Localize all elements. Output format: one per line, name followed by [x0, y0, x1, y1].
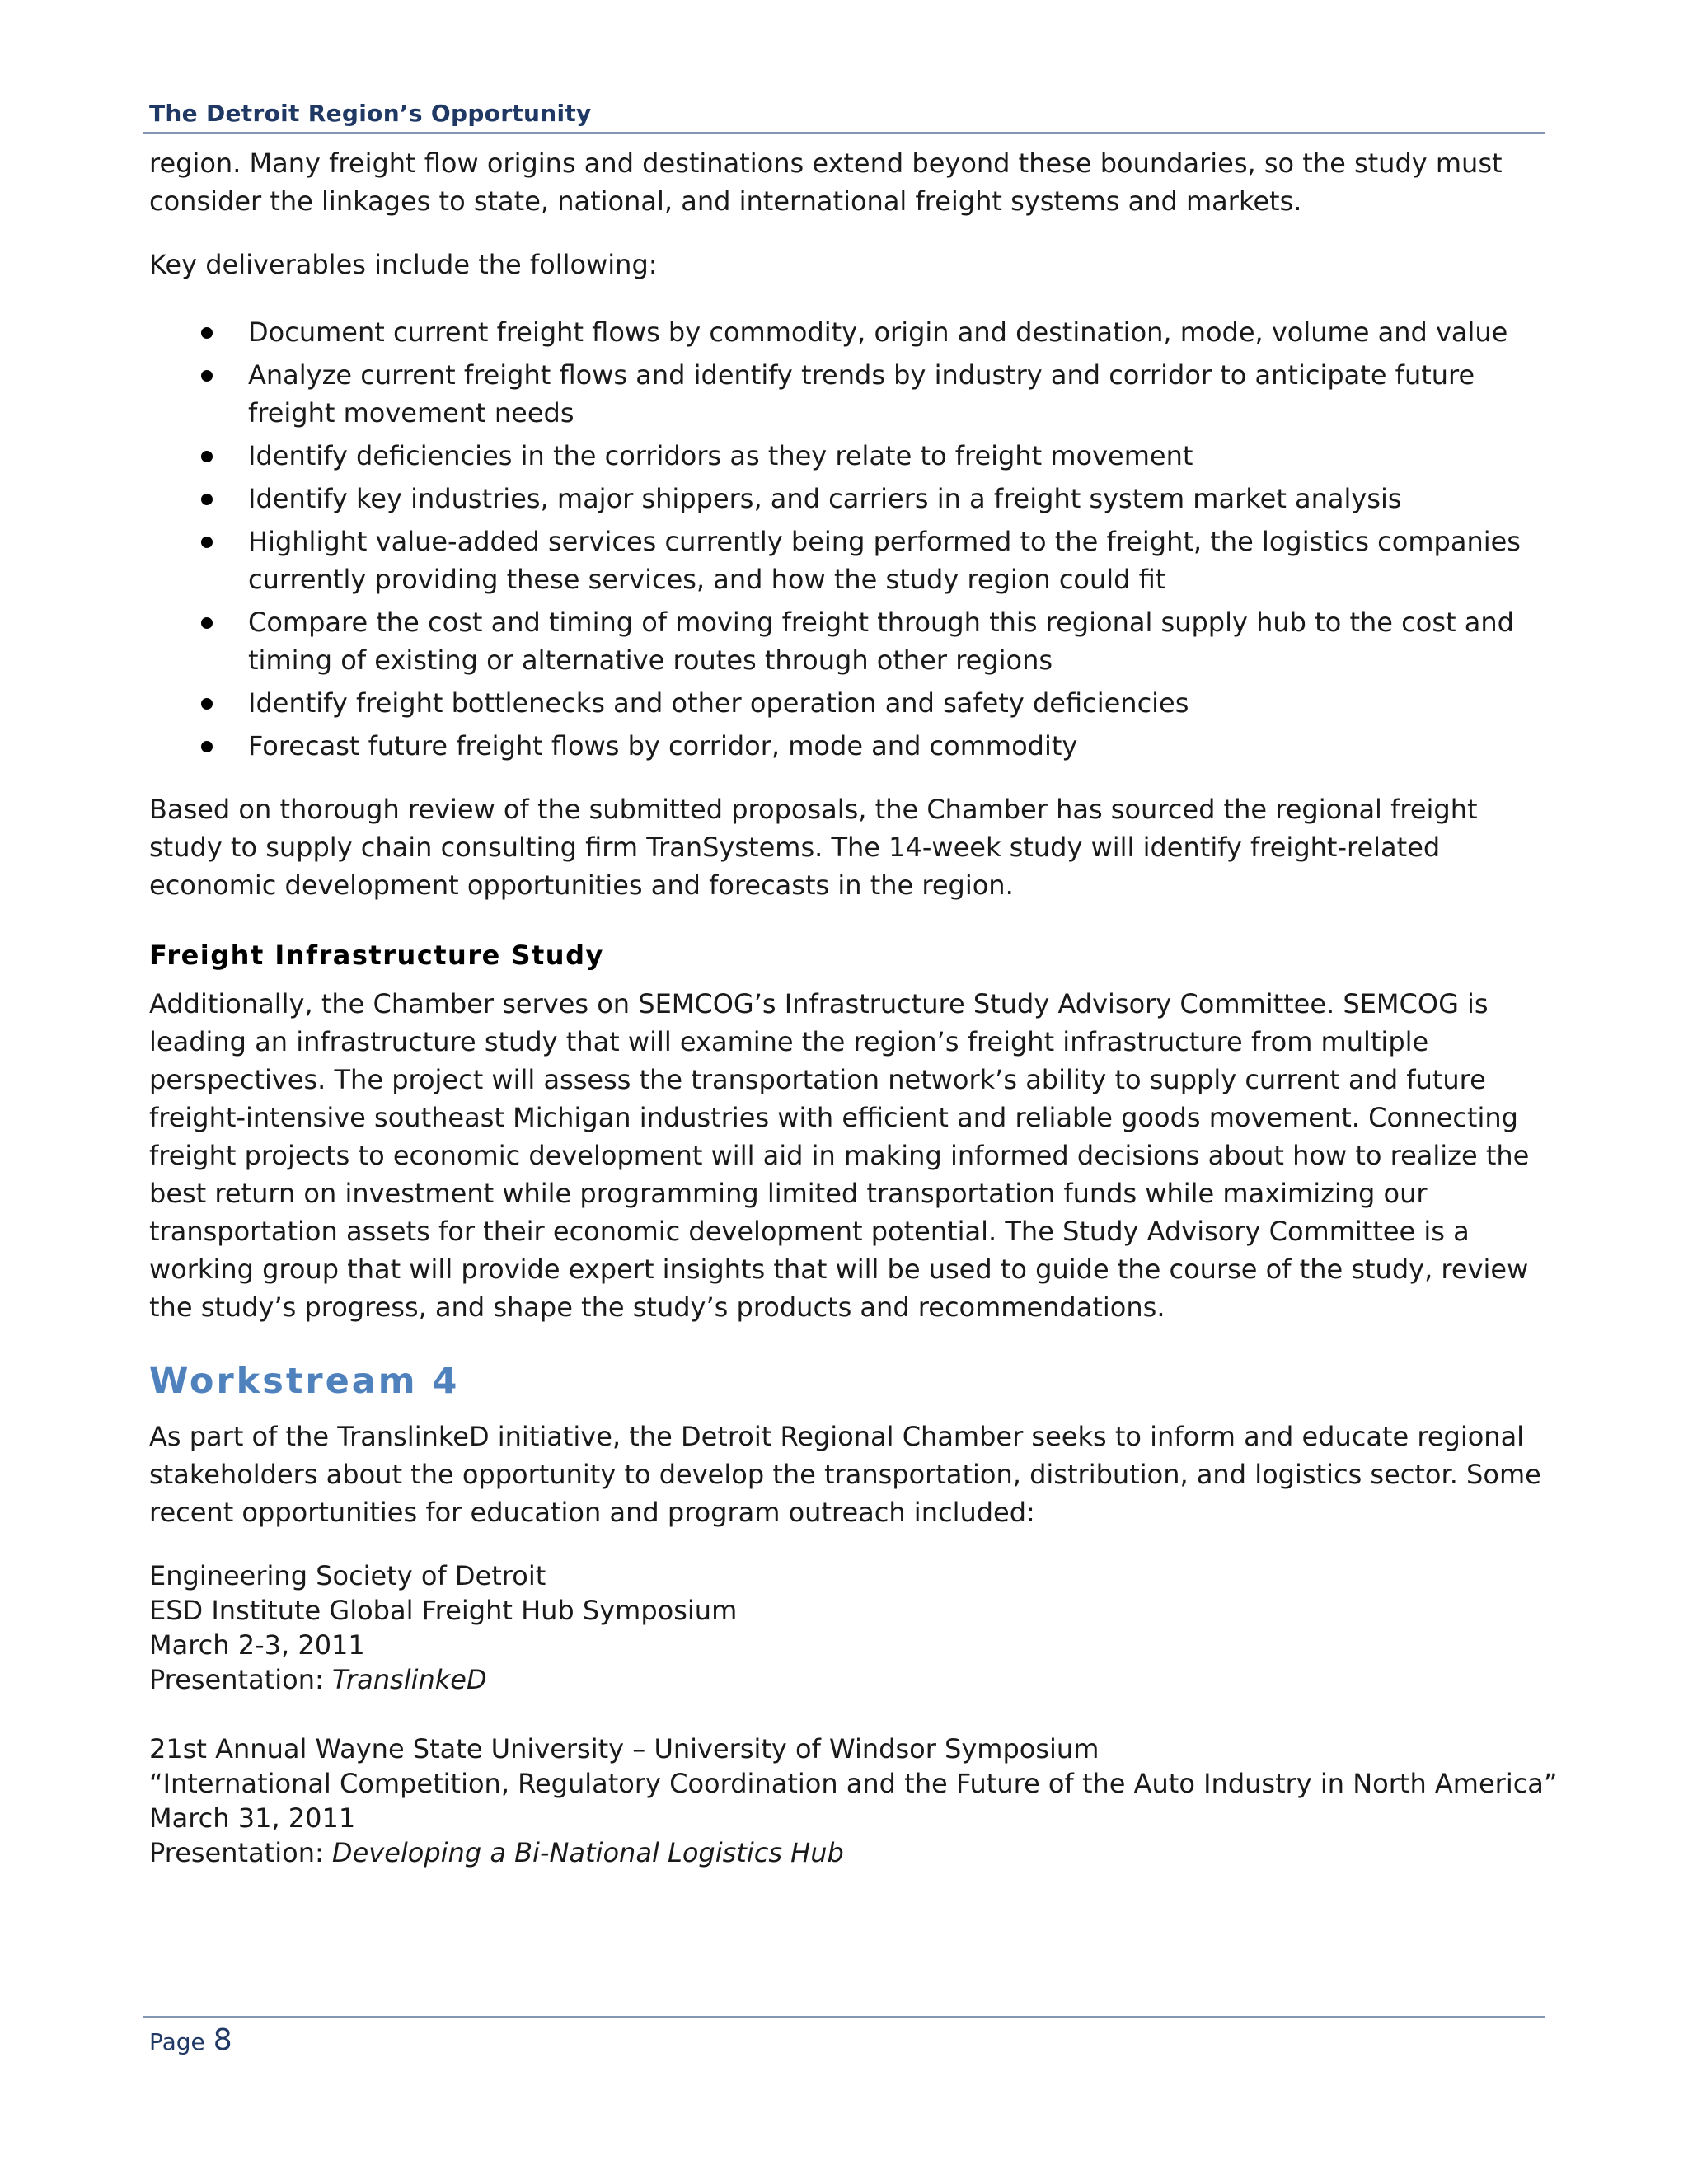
event-presentation: [149, 1835, 1550, 1870]
event-entry: [149, 1558, 1550, 1697]
page-label: Page: [149, 2028, 205, 2055]
list-item: Identify freight bottlenecks and other operation and safety deficiencies: [149, 684, 1542, 722]
page-number: 8: [213, 2023, 232, 2057]
bullet-icon: [201, 698, 213, 710]
bullet-icon: [201, 370, 213, 382]
event-presentation: [149, 1662, 1550, 1697]
event-title: “International Competition, Regulatory Coordination and the Future of the Auto Industry in North America”: [149, 1768, 1558, 1799]
header-divider: [143, 132, 1545, 134]
presentation-title: TranslinkeD: [331, 1664, 487, 1695]
bullet-icon: [201, 451, 213, 462]
sourcing-paragraph: Based on thorough review of the submitted proposals, the Chamber has sourced the regional freight study to supply chain consulting firm TranSystems. The 14-week study will identify freight-related economic development opportunities and forecasts in the region.: [149, 794, 1478, 901]
bullet-icon: [201, 617, 213, 629]
event-entry: [149, 1732, 1558, 1870]
bullet-icon: [201, 494, 213, 505]
footer-divider: [143, 2016, 1545, 2018]
list-item: Document current freight flows by commodity, origin and destination, mode, volume and value: [149, 313, 1542, 351]
deliverables-lead: Key deliverables include the following:: [149, 249, 658, 280]
event-title: ESD Institute Global Freight Hub Symposium: [149, 1595, 738, 1626]
deliverables-list: [149, 313, 1542, 770]
list-item: Identify deficiencies in the corridors as they relate to freight movement: [149, 437, 1542, 475]
infrastructure-paragraph: Additionally, the Chamber serves on SEMCOG’s Infrastructure Study Advisory Committee. SEMCOG is leading an infrastructure study that will examine the region’s freight infrastructure from multiple perspectives. The project will assess the transportation network’s ability to supply current and future freight-intensive southeast Michigan industries with efficient and reliable goods movement. Connecting freight projects to economic development will aid in making informed decisions about how to realize the best return on investment while programming limited transportation funds while maximizing our transportation assets for their economic development potential. The Study Advisory Committee is a working group that will provide expert insights that will be used to guide the course of the study, review the study’s progress, and shape the study’s products and recommendations.: [149, 988, 1530, 1323]
infrastructure-heading: Freight Infrastructure Study: [149, 940, 604, 971]
event-organization: Engineering Society of Detroit: [149, 1560, 546, 1591]
event-date: March 2-3, 2011: [149, 1629, 365, 1661]
presentation-label: Presentation:: [149, 1664, 332, 1695]
bullet-icon: [201, 327, 213, 339]
list-item: Compare the cost and timing of moving freight through this regional supply hub to the cost and timing of existing or alternative routes through other regions: [149, 603, 1542, 679]
workstream-heading: Workstream 4: [149, 1361, 460, 1402]
running-header: The Detroit Region’s Opportunity: [149, 100, 592, 127]
bullet-icon: [201, 537, 213, 548]
presentation-title: Developing a Bi-National Logistics Hub: [331, 1837, 844, 1868]
list-item: Forecast future freight flows by corridor, mode and commodity: [149, 727, 1542, 765]
presentation-label: Presentation:: [149, 1837, 332, 1868]
workstream-paragraph: As part of the TranslinkeD initiative, the Detroit Regional Chamber seeks to inform and educate regional stakeholders about the opportunity to develop the transportation, distribution, and logistics sector. Some recent opportunities for education and program outreach included:: [149, 1421, 1541, 1528]
intro-paragraph: region. Many freight flow origins and destinations extend beyond these boundaries, so the study must consider the linkages to state, national, and international freight systems and markets.: [149, 148, 1503, 217]
list-item: Highlight value-added services currently being performed to the freight, the logistics companies currently providing these services, and how the study region could fit: [149, 523, 1542, 598]
bullet-icon: [201, 741, 213, 752]
event-organization: 21st Annual Wayne State University – University of Windsor Symposium: [149, 1733, 1100, 1765]
event-date: March 31, 2011: [149, 1802, 356, 1834]
page-footer: [149, 2023, 232, 2057]
list-item: Identify key industries, major shippers, and carriers in a freight system market analysis: [149, 480, 1542, 518]
list-item: Analyze current freight flows and identify trends by industry and corridor to anticipate future freight movement needs: [149, 356, 1542, 432]
